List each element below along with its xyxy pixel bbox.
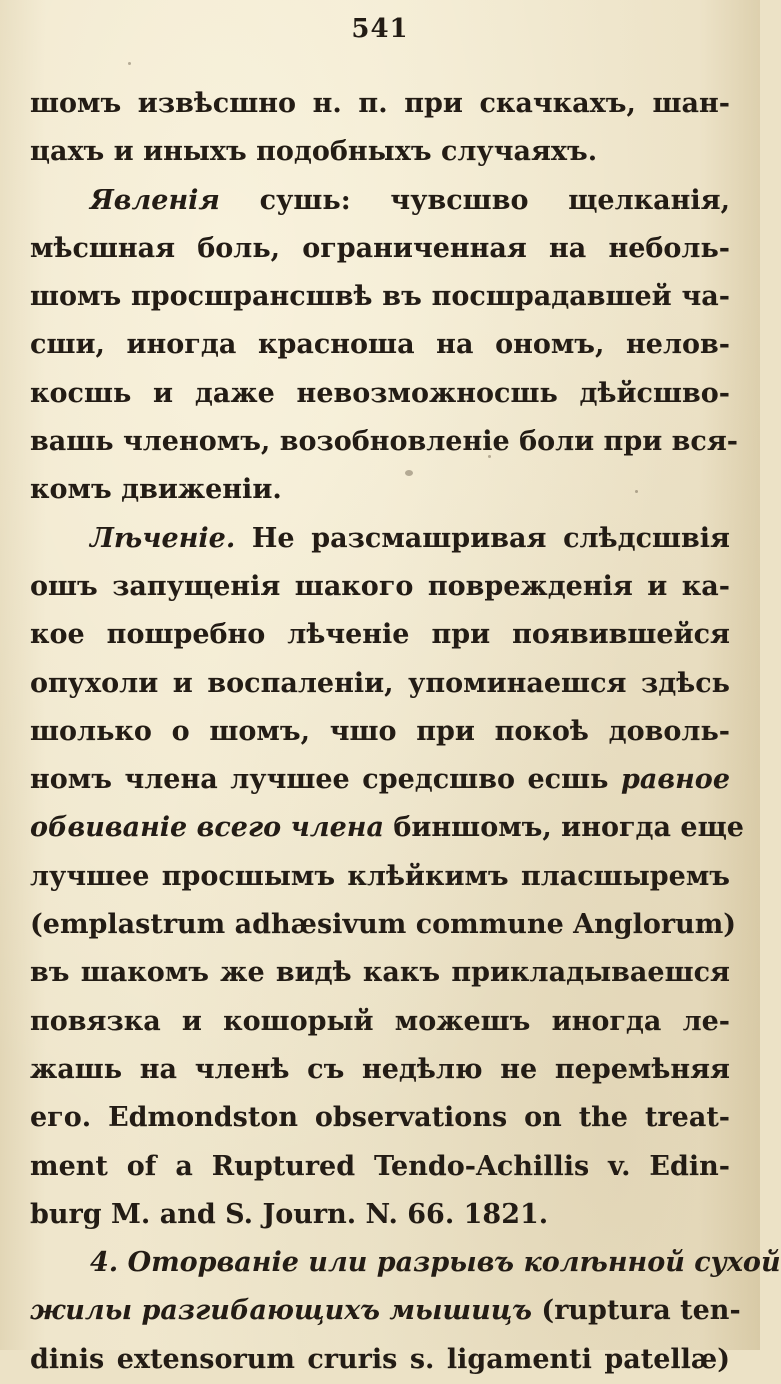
text-line: [30, 177, 730, 225]
text-line: [30, 370, 730, 418]
italic-text: Лѣченіе.: [90, 522, 236, 554]
text-line: [30, 418, 738, 466]
text-run: мѣсшная боль, ограниченная на неболь-: [30, 232, 730, 264]
text-run: комъ движеніи.: [30, 474, 282, 506]
text-line: [30, 321, 730, 369]
text-line: [30, 1094, 730, 1142]
text-run: шомъ просшрансшвѣ въ посшрадавшей ча-: [30, 281, 730, 313]
text-run: биншомъ, иногда еще: [383, 812, 744, 844]
text-run: сши, иногда красноша на ономъ, нелов-: [30, 329, 730, 361]
text-run: вашь членомъ, возобновленіе боли при вся-: [30, 426, 738, 458]
text-line: [30, 804, 744, 852]
text-line: [30, 1239, 781, 1287]
text-run: ment of a Ruptured Tendo-Achillis v. Edin-: [30, 1150, 730, 1182]
text-line: [30, 949, 730, 997]
text-run: въ шакомъ же видѣ какъ прикладываешся: [30, 957, 730, 989]
text-line: [30, 708, 730, 756]
text-line: [30, 756, 730, 804]
text-run: сушь: чувсшво щелканія,: [219, 184, 730, 216]
body-text: [30, 80, 781, 1384]
italic-text: 4. Оторваніе или разрывъ колѣнной сухой: [90, 1247, 781, 1279]
text-line: [30, 1046, 730, 1094]
text-line: [30, 466, 730, 514]
text-run: ошъ запущенія шакого поврежденія и ка-: [30, 570, 730, 602]
page-number: 541: [351, 14, 409, 44]
text-run: косшь и даже невозможносшь дѣйсшво-: [30, 377, 730, 409]
text-line: [30, 273, 730, 321]
paper-speck: [635, 490, 638, 493]
text-line: [30, 853, 730, 901]
text-line: [30, 1143, 730, 1191]
paper-speck: [128, 62, 131, 65]
text-run: жашь на членѣ съ недѣлю не перемѣняя: [30, 1053, 730, 1085]
italic-text: жилы разгибающихъ мышицъ: [30, 1295, 533, 1327]
text-run: (emplastrum adhæsivum commune Anglorum): [30, 909, 737, 941]
text-line: [30, 1191, 730, 1239]
text-run: шомъ извѣсшно н. п. при скачкахъ, шан-: [30, 88, 730, 119]
text-line: [30, 515, 730, 563]
text-run: burg M. and S. Journ. N. 66. 1821.: [30, 1198, 549, 1230]
text-line: [30, 225, 730, 273]
text-run: повязка и кошорый можешъ иногда ле-: [30, 1005, 730, 1037]
text-run: цахъ и иныхъ подобныхъ случаяхъ.: [30, 136, 598, 168]
text-line: [30, 80, 730, 128]
text-run: кое пошребно лѣченіе при появившейся: [30, 619, 730, 651]
text-line: [30, 1336, 730, 1384]
italic-text: обвиваніе всего члена: [30, 812, 384, 844]
text-line: [30, 128, 730, 176]
text-line: [30, 1287, 741, 1335]
paper-speck: [405, 470, 413, 476]
text-line: [30, 563, 730, 611]
italic-text: равное: [621, 764, 730, 796]
italic-text: Явленія: [90, 184, 220, 216]
text-run: (ruptura ten-: [532, 1295, 741, 1327]
text-run: Не разсмашривая слѣдсшвія: [235, 522, 730, 554]
text-line: [30, 901, 737, 949]
text-run: лучшее просшымъ клѣйкимъ пласшыремъ: [30, 860, 730, 892]
text-line: [30, 998, 730, 1046]
text-line: [30, 660, 730, 708]
paper-speck: [488, 455, 491, 458]
text-run: dinis extensorum cruris s. ligamenti patellæ): [30, 1343, 730, 1375]
text-run: шолько о шомъ, чшо при покоѣ доволь-: [30, 715, 730, 747]
text-run: его. Edmondston observations on the treat-: [30, 1102, 730, 1134]
text-line: [30, 611, 730, 659]
text-run: номъ члена лучшее средсшво есшь: [30, 764, 622, 796]
text-run: опухоли и воспаленіи, упоминаешся здѣсь: [30, 667, 730, 699]
